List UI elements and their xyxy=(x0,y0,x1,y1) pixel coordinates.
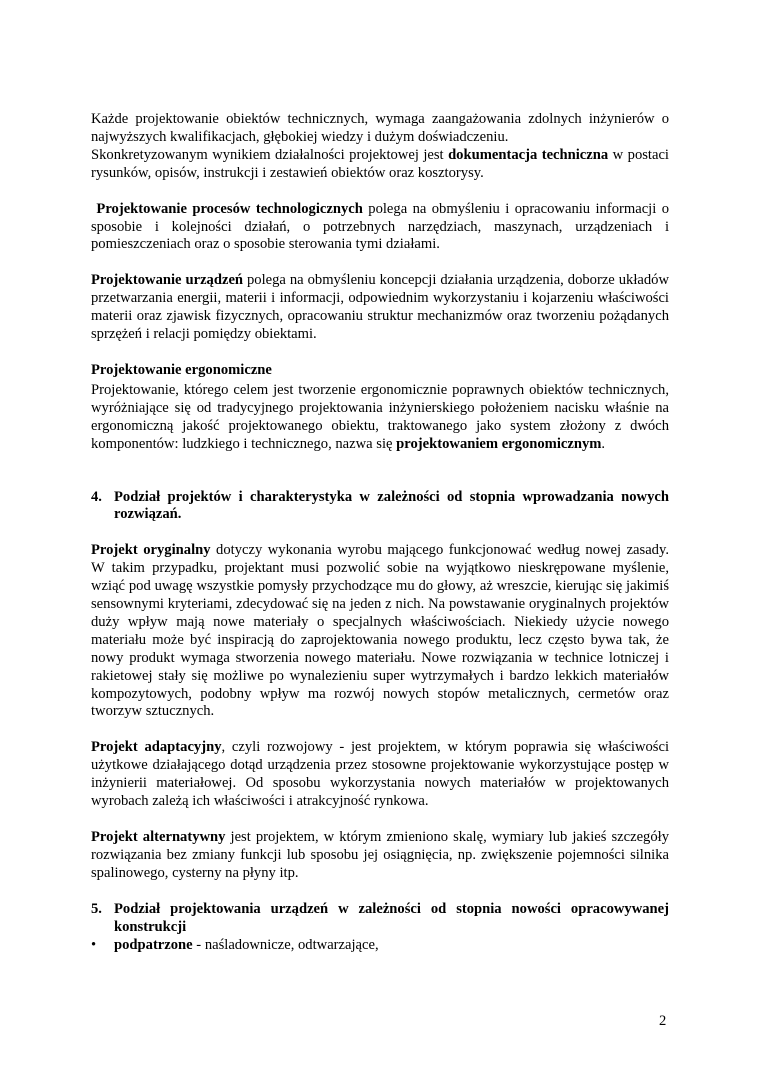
ergonomiczne-heading-text: Projektowanie ergonomiczne xyxy=(91,361,272,378)
podpatrzone-text: - naśladownicze, odtwarzające, xyxy=(192,936,379,953)
adaptacyjny-text: , czyli rozwojowy - jest projektem, w którym poprawia się właściwości użytkowe działającego dotąd urządzenia przez stosowne projektowanie wykorzystujące postęp w inżynierii materiałowej. Od sposobu wykorzystania nowych materiałów w projektowanych wyrobach zależą ich właściwości i atrakcyjność rynkowa. xyxy=(91,739,669,810)
intro-text-2: Skonkretyzowanym wynikiem działalności projektowej jest xyxy=(91,146,449,163)
ergonomiczne-text: Projektowanie, którego celem jest tworzenie ergonomicznie poprawnych obiektów technicznych, wyróżniające się od tradycyjnego projektowania inżynierskiego położeniem nacisku właśnie na ergonomiczną jakość projektowanego obiektu, traktowanego jako system złożony z dwóch komponentów: ludzkiego i technicznego, nazwa się xyxy=(91,381,669,452)
term-projekt-oryginalny: Projekt oryginalny xyxy=(91,542,211,559)
alternatywny-text: jest projektem, w którym zmieniono skalę, wymiary lub jakieś szczegóły rozwiązania bez zmiany funkcji lub sposobu jej osiągnięcia, np. zwiększenie pojemności silnika spalinowego, cysterny na płyny itp. xyxy=(91,829,669,881)
term-projekt-alternatywny: Projekt alternatywny xyxy=(91,829,226,845)
term-dokumentacja-techniczna: dokumentacja techniczna xyxy=(448,146,609,163)
list-item xyxy=(91,937,669,955)
procesy-text: polega na obmyśleniu i opracowaniu informacji o sposobie i kolejności działań, o potrzebnych narzędziach, maszynach, urządzeniach i pomieszczeniach oraz o sposobie sterowania tymi działami. xyxy=(91,200,669,253)
oryginalny-text: dotyczy wykonania wyrobu mającego funkcjonować według nowej zasady. W takim przypadku, projektant musi pozwolić sobie na wyjątkowo nieskrępowane myślenie, wziąć pod uwagę wszystkie pomysły przychodzące mu do głowy, aż wreszcie, kierując się jakimiś sensownymi kryteriami, zdecydować się na jeden z nich. Na powstawanie oryginalnych projektów duży wpływ mają nowe materiały o specjalnych właściwościach. Niekiedy użycie nowego materiału może być inspiracją do zaprojektowania nowego produktu, lecz często bywa tak, że nowy produkt wymaga stworzenia nowego materiału. Nowe rozwiązania w technice lotniczej i rakietowej stały się możliwe po wynalezieniu super wytrzymałych i bardzo lekkich materiałów kompozytowych, podobny wpływ ma rozwój nowych stopów metalicznych, cermetów oraz tworzyw sztucznych. xyxy=(91,542,669,720)
paragraph-urzadzenia xyxy=(91,272,669,344)
paragraph-ergonomiczne xyxy=(91,382,669,454)
section-4-title: Podział projektów i charakterystyka w zależności od stopnia wprowadzania nowych rozwiązań. xyxy=(114,488,669,523)
section-5-heading xyxy=(91,901,669,937)
paragraph-adaptacyjny xyxy=(91,739,669,811)
section-4-number: 4. xyxy=(91,488,102,505)
document-page xyxy=(91,111,669,954)
term-projekt-adaptacyjny: Projekt adaptacyjny xyxy=(91,739,222,756)
term-podpatrzone: podpatrzone xyxy=(114,936,193,953)
paragraph-alternatywny xyxy=(91,829,669,883)
term-projektowanie-ergonomiczne: projektowaniem ergonomicznym xyxy=(396,435,602,452)
section-5-title: Podział projektowania urządzeń w zależności od stopnia nowości opracowywanej konstrukcji xyxy=(114,900,669,935)
term-projektowanie-procesow: Projektowanie procesów technologicznych xyxy=(96,200,363,217)
heading-ergonomiczne xyxy=(91,362,669,380)
bullet-icon: • xyxy=(91,936,97,953)
term-projektowanie-urzadzen: Projektowanie urządzeń xyxy=(91,272,244,289)
paragraph-intro xyxy=(91,111,669,183)
section-4-heading xyxy=(91,489,669,525)
ergonomiczne-end: . xyxy=(601,435,606,452)
paragraph-procesy xyxy=(91,201,669,255)
intro-text: Każde projektowanie obiektów technicznych, wymaga zaangażowania zdolnych inżynierów o najwyższych kwalifikacjach, głębokiej wiedzy i dużym doświadczeniu. xyxy=(91,111,669,145)
page-number: 2 xyxy=(659,1013,667,1029)
paragraph-oryginalny xyxy=(91,542,669,721)
urzadzenia-text: polega na obmyśleniu koncepcji działania urządzenia, doborze układów przetwarzania energii, materii i informacji, odpowiednim wykorzystaniu i kojarzeniu właściwości materii oraz zjawisk fizycznych, opracowaniu struktur mechanizmów oraz tworzeniu pożądanych sprzężeń i relacji pomiędzy obiektami. xyxy=(91,272,669,343)
intro-text-3: w postaci rysunków, opisów, instrukcji i zestawień obiektów oraz kosztorysy. xyxy=(91,146,669,181)
section-5-number: 5. xyxy=(91,900,102,917)
